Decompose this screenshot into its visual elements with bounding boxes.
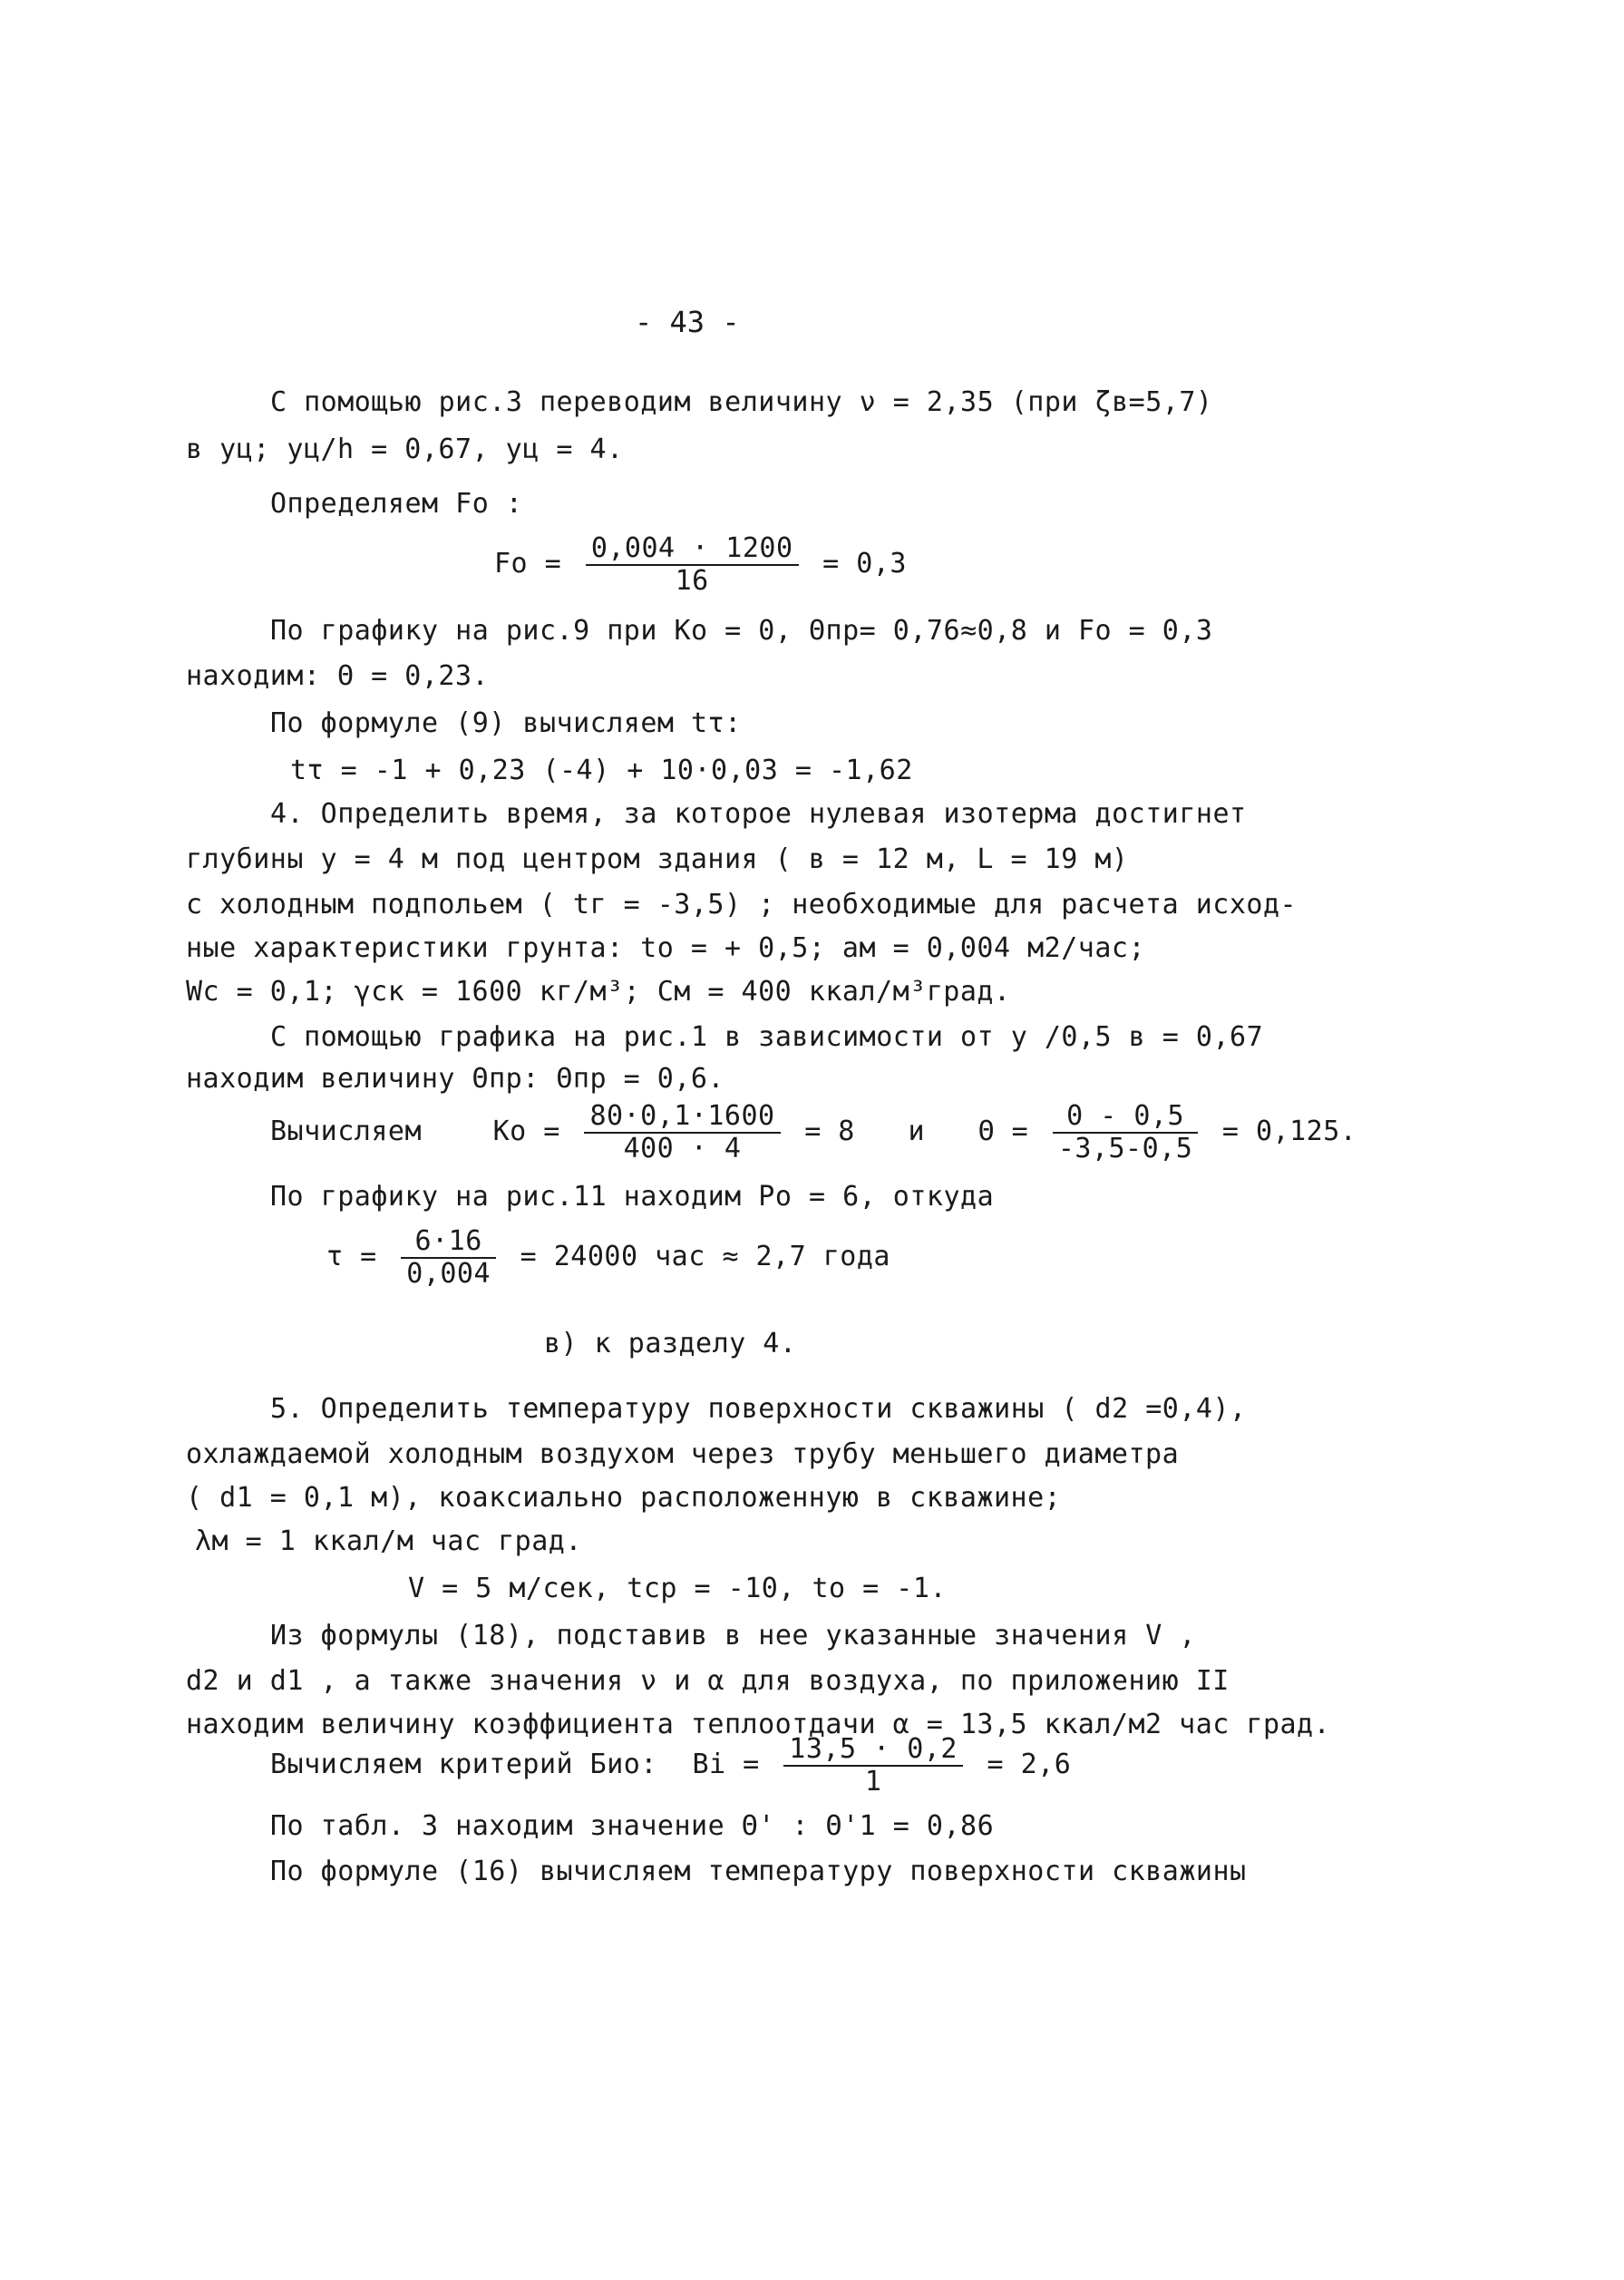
formula-theta-lhs: Θ = — [977, 1116, 1029, 1147]
formula-bi — [270, 1729, 1071, 1801]
formula-ko-lead: Вычисляем — [270, 1116, 423, 1147]
formula-theta-rhs: = 0,125. — [1221, 1116, 1357, 1147]
formula-theta-numerator: 0 - 0,5 — [1053, 1101, 1199, 1134]
formula-fo — [494, 528, 907, 600]
text-line: 5. Определить температуру поверхности скважины ( d2 =0,4), — [270, 1393, 1247, 1425]
text-line: ные характеристики грунта: to = + 0,5; aм = 0,004 м2/час; — [186, 932, 1146, 964]
text-line: находим величину коэффициента теплоотдачи α = 13,5 ккал/м2 час град. — [186, 1709, 1331, 1740]
formula-tau — [326, 1221, 890, 1293]
section-heading: в) к разделу 4. — [544, 1328, 797, 1359]
formula-fo-numerator: 0,004 · 1200 — [586, 533, 799, 566]
formula-bi-denominator: 1 — [864, 1765, 882, 1798]
text-line: По формуле (16) вычисляем температуру поверхности скважины — [270, 1856, 1247, 1887]
text-line: с холодным подпольем ( tг = -3,5) ; необходимые для расчета исход- — [186, 889, 1298, 921]
formula-tau-rhs: = 24000 час ≈ 2,7 года — [520, 1241, 890, 1272]
formula-tau-lhs: τ = — [326, 1241, 377, 1272]
text-line: находим величину Θпр: Θпр = 0,6. — [186, 1063, 724, 1095]
text-line: С помощью графика на рис.1 в зависимости от y /0,5 в = 0,67 — [270, 1021, 1264, 1053]
formula-theta-denominator: -3,5-0,5 — [1057, 1132, 1193, 1164]
text-line: находим: Θ = 0,23. — [186, 660, 490, 692]
formula-ko-lhs: Ko = — [492, 1116, 560, 1147]
formula-bi-lhs: Bi = — [692, 1749, 760, 1780]
text-line: глубины y = 4 м под центром здания ( в = 12 м, L = 19 м) — [186, 843, 1129, 875]
formula-bi-fraction — [783, 1734, 963, 1798]
formula-ko-numerator: 80·0,1·1600 — [584, 1101, 780, 1134]
formula-fo-lhs: Fo = — [494, 548, 562, 580]
formula-ko-conjunction: и — [908, 1116, 925, 1147]
text-line: Определяем Fo : — [270, 488, 523, 520]
formula-bi-lead: Вычисляем критерий Био: — [270, 1749, 657, 1780]
text-line: По графику на рис.11 находим Po = 6, откуда — [270, 1181, 995, 1213]
text-line: 4. Определить время, за которое нулевая изотерма достигнет — [270, 798, 1247, 830]
text-line: в yц; yц/h = 0,67, yц = 4. — [186, 434, 624, 465]
text-line: По табл. 3 находим значение Θ' : Θ'1 = 0,86 — [270, 1810, 995, 1842]
formula-ko-rhs: = 8 — [804, 1116, 855, 1147]
text-line: С помощью рис.3 переводим величину ν = 2,35 (при ζв=5,7) — [270, 386, 1213, 418]
formula-bi-numerator: 13,5 · 0,2 — [783, 1734, 963, 1767]
formula-tau-numerator: 6·16 — [401, 1226, 496, 1259]
text-line: ( d1 = 0,1 м), коаксиально расположенную в скважине; — [186, 1482, 1062, 1514]
formula-tau-denominator: 0,004 — [406, 1257, 491, 1290]
text-line: tτ = -1 + 0,23 (-4) + 10·0,03 = -1,62 — [290, 755, 913, 786]
text-line: λм = 1 ккал/м час град. — [195, 1525, 582, 1557]
page-number: - 43 - — [635, 305, 740, 339]
formula-ko-denominator: 400 · 4 — [623, 1132, 742, 1164]
text-line: V = 5 м/сек, tср = -10, to = -1. — [408, 1573, 947, 1604]
formula-theta-fraction — [1053, 1101, 1199, 1164]
formula-fo-denominator: 16 — [675, 564, 709, 597]
formula-fo-rhs: = 0,3 — [822, 548, 907, 580]
formula-bi-rhs: = 2,6 — [987, 1749, 1072, 1780]
formula-tau-fraction — [401, 1226, 496, 1290]
text-line: Wс = 0,1; γск = 1600 кг/м³; Cм = 400 ккал/м³град. — [186, 976, 1011, 1008]
text-line: d2 и d1 , а также значения ν и α для воздуха, по приложению II — [186, 1665, 1230, 1697]
formula-ko-fraction — [584, 1101, 780, 1164]
formula-ko — [270, 1096, 1357, 1168]
text-line: Из формулы (18), подставив в нее указанные значения V , — [270, 1620, 1196, 1652]
text-line: По графику на рис.9 при Ko = 0, Θпр= 0,76≈0,8 и Fo = 0,3 — [270, 615, 1213, 647]
text-line: По формуле (9) вычисляем tτ: — [270, 707, 742, 739]
formula-fo-fraction — [586, 533, 799, 597]
text-line: охлаждаемой холодным воздухом через трубу меньшего диаметра — [186, 1438, 1180, 1470]
